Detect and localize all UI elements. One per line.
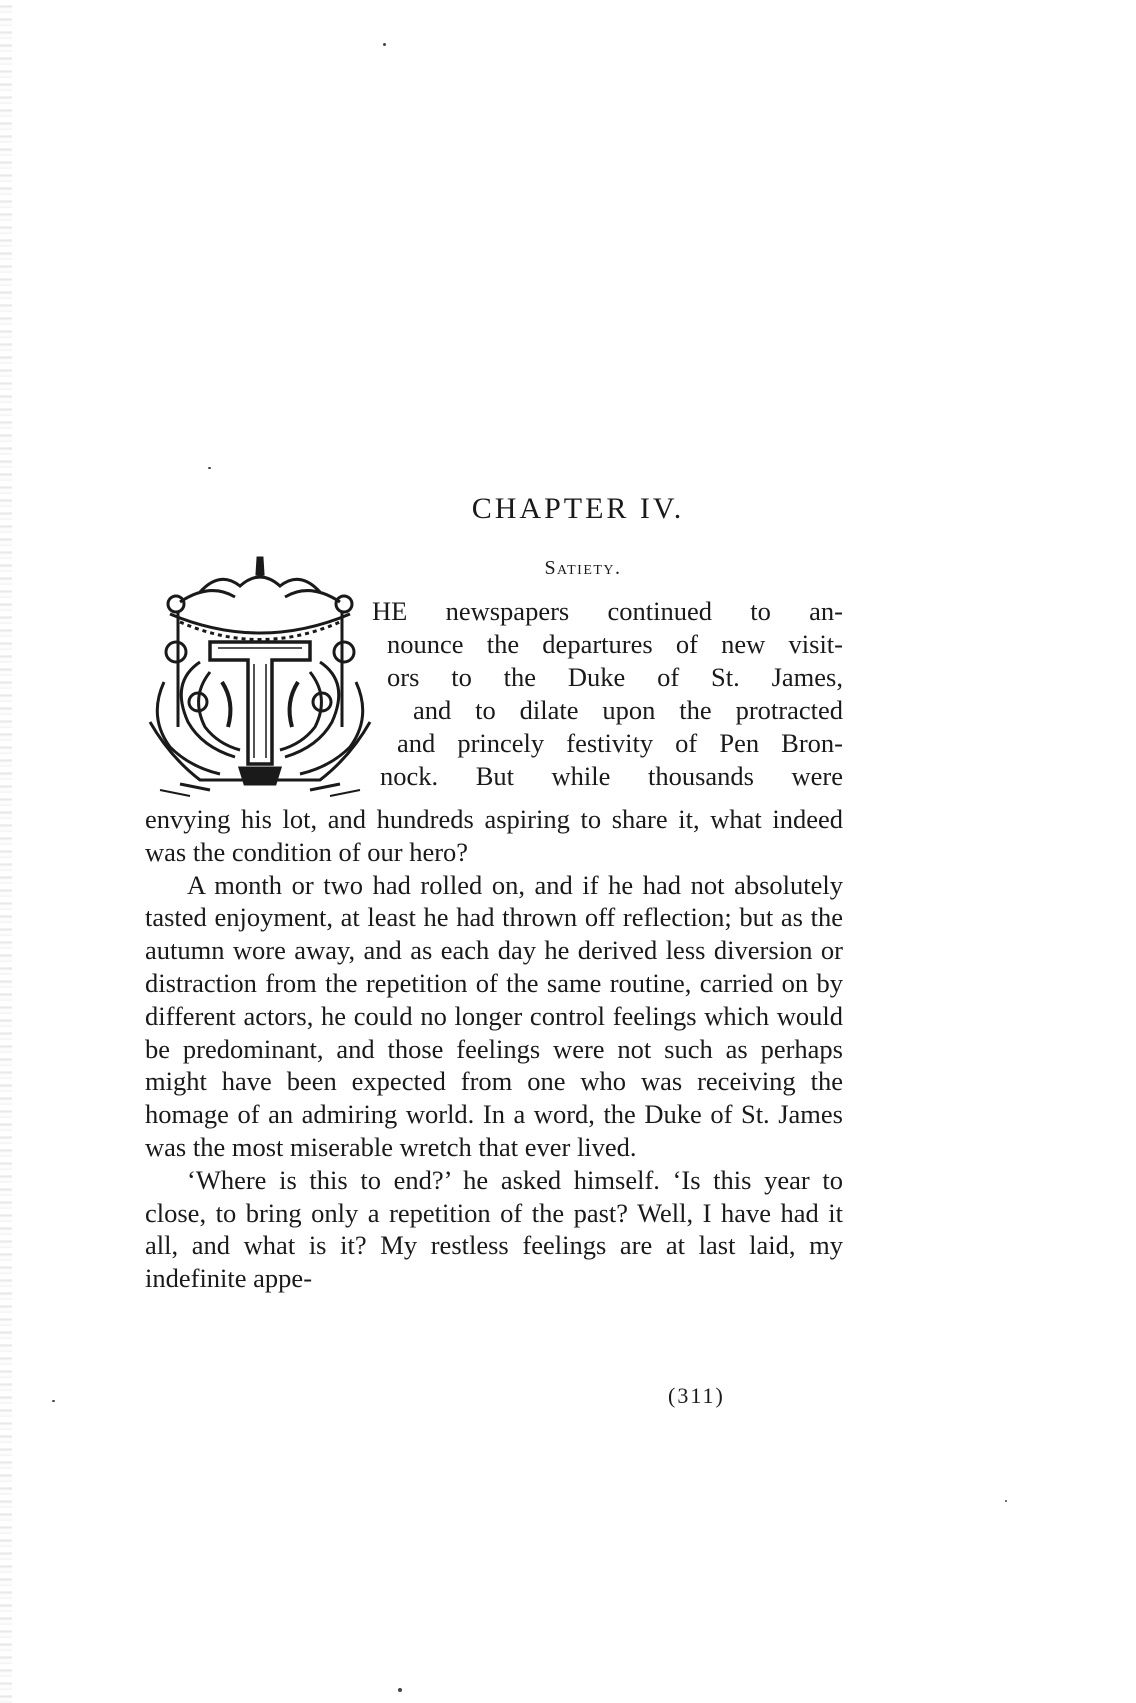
paragraph1-continuation: envying his lot, and hundreds aspiring to share it, what indeed was the condition of our hero?	[145, 804, 843, 867]
scan-speck	[208, 467, 211, 469]
paragraph1-cap-line: and princely festivity of Pen Bron-	[397, 728, 843, 758]
body-text	[145, 803, 843, 1295]
scan-speck	[52, 1400, 55, 1402]
ornamental-drop-cap-t-icon	[140, 552, 380, 802]
paragraph1-first-line: HE newspapers continued to an-	[372, 596, 843, 626]
scan-speck	[383, 43, 386, 46]
chapter-heading: CHAPTER IV.	[471, 492, 685, 525]
scan-speck	[398, 1688, 402, 1692]
chapter-subtitle: Satiety.	[544, 557, 622, 579]
scan-speck	[1005, 1500, 1007, 1502]
paragraph1-cap-line: nounce the departures of new visit-	[387, 629, 843, 659]
paragraph1-cap-line: ors to the Duke of St. James,	[387, 662, 843, 692]
paragraph3: ‘Where is this to end?’ he asked himself. ‘Is this year to close, to bring only a repetition of the past? Well, I have had it all, and what is it? My restless feelings are at last laid, my indefinite appe-	[145, 1164, 843, 1294]
paragraph2: A month or two had rolled on, and if he had not absolutely tasted enjoyment, at least he had thrown off reflection; but as the autumn wore away, and as each day he derived less diversion or distraction from the repetition of the same routine, carried on by different actors, he could no longer control feelings which would be predominant, and those feelings were not such as perhaps might have been expected from one who was receiving the homage of an admiring world. In a word, the Duke of St. James was the most miserable wretch that ever lived.	[145, 869, 843, 1162]
paragraph1-cap-line: and to dilate upon the protracted	[413, 695, 843, 725]
page-number: (311)	[668, 1383, 725, 1408]
paragraph1-cap-line: nock. But while thousands were	[380, 761, 843, 791]
page-edge-scan-artifact	[0, 0, 12, 1703]
